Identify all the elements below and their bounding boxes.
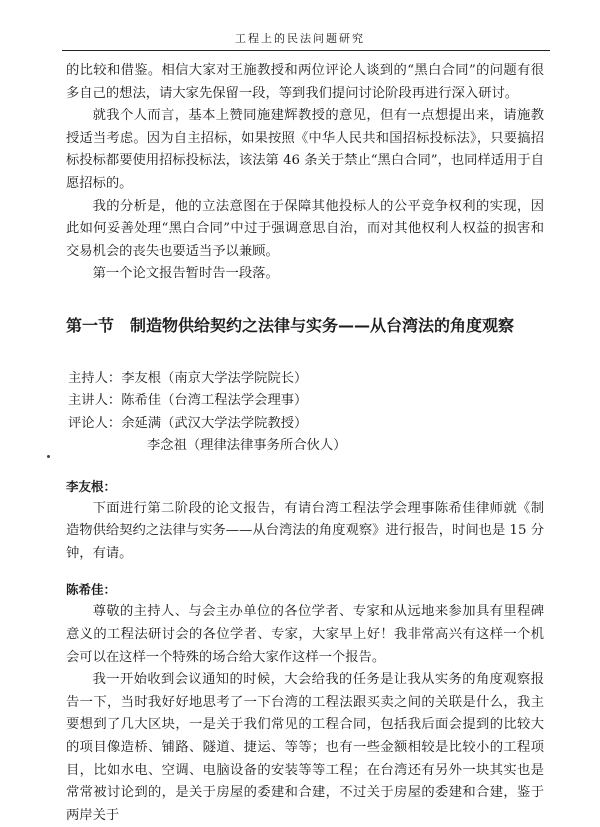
speaker-paragraph: 下面进行第二阶段的论文报告，有请台湾工程法学会理事陈希佳律师就《制造物供给契约之法律与实务——从台湾法的角度观察》进行报告，时间也是 15 分钟，有请。: [66, 500, 544, 561]
participant-role: 主持人：: [68, 370, 122, 386]
paragraph: 我的分析是，他的立法意图在于保障其他投标人的公平竞争权利的实现，因此如何妥善处理“黑白合同”中过于强调意思自治，而对其他权利人权益的损害和交易机会的丧失也要适当予以兼顾。: [66, 198, 544, 259]
participant-row: [68, 368, 544, 390]
spacer: [66, 565, 544, 579]
paragraph: 第一个论文报告暂时告一段落。: [92, 266, 279, 282]
participant-name: 李念祖（理律法律事务所合伙人）: [147, 438, 347, 454]
page-body: [66, 60, 544, 827]
participant-name: 余延满（武汉大学法学院教授）: [121, 415, 308, 431]
section-title: 第一节 制造物供给契约之法律与实务——从台湾法的角度观察: [66, 315, 515, 335]
speaker-paragraph: 我一开始收到会议通知的时候，大会给我的任务是让我从实务的角度观察报告一下，当时我好好地思考了一下台湾的工程法跟买卖之间的关联是什么，我主要想到了几大区块，一是关于我们常见的工程合同，包括我后面会提到的比较大的项目像造桥、铺路、隧道、捷运、等等；也有一些金额相较是比较小的工程项目，比如水电、空调、电脑设备的安装等等工程；在台湾还有另外一块其实也是常常被讨论到的，是关于房屋的委建和合建，不过关于房屋的委建和合建，鉴于两岸关于: [66, 672, 544, 823]
speaker-name: 陈希佳：: [66, 582, 117, 598]
scan-speck: [47, 455, 50, 458]
paragraph-continuation: 的比较和借鉴。相信大家对王施教授和两位评论人谈到的“黑白合同”的问题有很多自己的想法，请大家先保留一段，等到我们提问讨论阶段再进行深入研讨。: [66, 63, 544, 101]
speaker-name: 李友根：: [66, 478, 117, 494]
participant-row: [68, 435, 544, 457]
spacer: [66, 458, 544, 476]
participant-row: [68, 390, 544, 412]
participant-role: 主讲人：: [68, 393, 122, 409]
spacer: [66, 286, 544, 314]
participant-name: 陈希佳（台湾工程法学会理事）: [121, 393, 308, 409]
running-header: 工程上的民法问题研究: [235, 32, 365, 45]
participant-role: 评论人：: [68, 415, 122, 431]
paragraph: 就我个人而言，基本上赞同施建辉教授的意见，但有一点想提出来，请施教授适当考虑。因为自主招标，如果按照《中华人民共和国招标投标法》，只要搞招标投标都要使用招标投标法，该法第 46 条关于禁止“黑白合同”，也同样适用于自愿招标的。: [66, 108, 544, 191]
participant-name: 李友根（南京大学法学院院长）: [121, 370, 308, 386]
participants-list: [66, 368, 544, 458]
header-rule: [62, 50, 550, 51]
participant-row: [68, 413, 544, 435]
speaker-paragraph: 尊敬的主持人、与会主办单位的各位学者、专家和从远地来参加具有里程碑意义的工程法研讨会的各位学者、专家，大家早上好！我非常高兴有这样一个机会可以在这样一个特殊的场合给大家作这样一个报告。: [66, 604, 544, 665]
